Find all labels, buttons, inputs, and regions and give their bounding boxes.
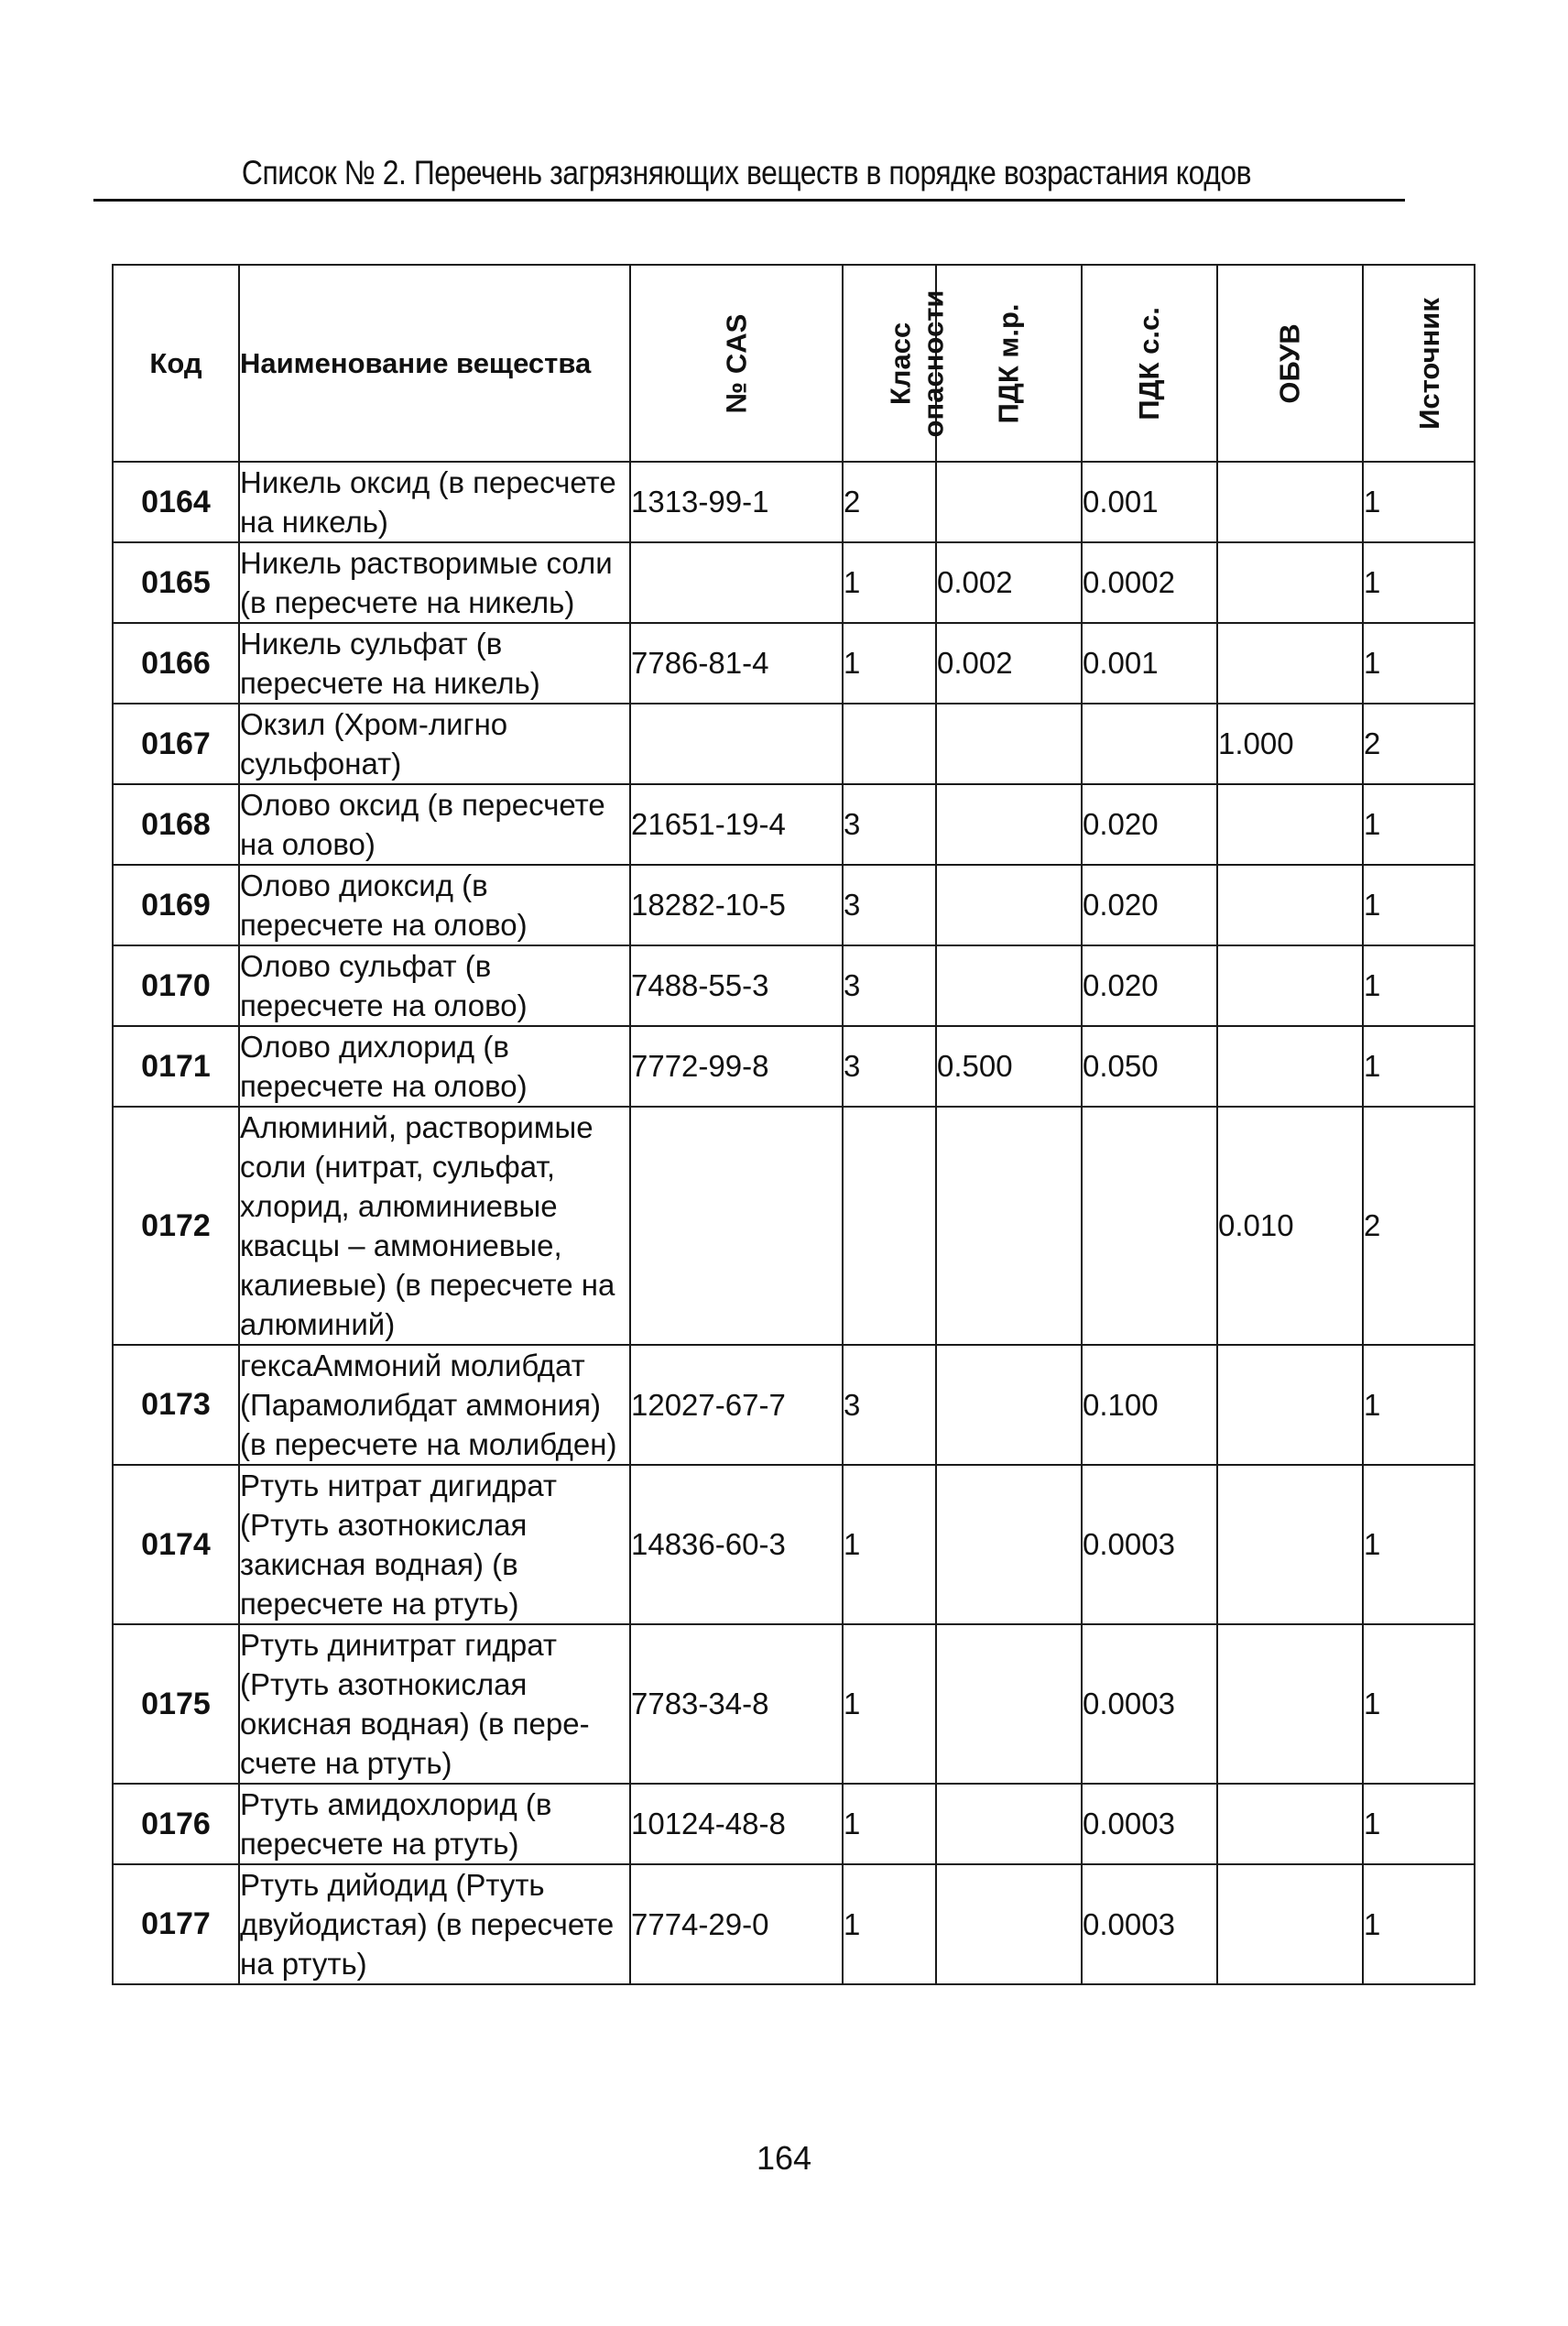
- cell-cas: [630, 1107, 843, 1345]
- cell-name: Никель растворимые соли (в пересчете на никель): [239, 542, 630, 623]
- cell-pdk-mr: [936, 1784, 1082, 1864]
- cell-pdk-ss: [1082, 704, 1217, 784]
- header-hazard-class-label: [884, 289, 950, 437]
- cell-obuv: [1217, 1784, 1363, 1864]
- cell-source: 1: [1363, 1624, 1475, 1784]
- header-obuv: [1217, 265, 1363, 462]
- cell-hazard-class: 3: [843, 1026, 936, 1107]
- header-hazard-class-line1: Класс: [884, 322, 917, 405]
- cell-name: Ртуть амидохлорид (в пересчете на ртуть): [239, 1784, 630, 1864]
- cell-name: Олово дихлорид (в пересчете на олово): [239, 1026, 630, 1107]
- cell-obuv: [1217, 1624, 1363, 1784]
- cell-pdk-mr: [936, 1624, 1082, 1784]
- cell-code: 0177: [113, 1864, 239, 1984]
- table-row: [113, 865, 1475, 945]
- cell-source: 2: [1363, 704, 1475, 784]
- table-row: [113, 623, 1475, 704]
- cell-source: 1: [1363, 1345, 1475, 1465]
- cell-obuv: [1217, 542, 1363, 623]
- cell-obuv: [1217, 1465, 1363, 1624]
- header-hazard-class-line2: опасности: [917, 289, 950, 437]
- table-row: [113, 1465, 1475, 1624]
- cell-obuv: [1217, 1864, 1363, 1984]
- cell-pdk-mr: [936, 462, 1082, 542]
- table-row: [113, 1784, 1475, 1864]
- table-row: [113, 542, 1475, 623]
- cell-pdk-mr: [936, 1465, 1082, 1624]
- table-row: [113, 1345, 1475, 1465]
- cell-pdk-mr: 0.002: [936, 623, 1082, 704]
- table-row: [113, 784, 1475, 865]
- cell-hazard-class: 3: [843, 945, 936, 1026]
- cell-pdk-ss: 0.001: [1082, 623, 1217, 704]
- cell-hazard-class: 1: [843, 623, 936, 704]
- table-row: [113, 1864, 1475, 1984]
- cell-hazard-class: 1: [843, 1864, 936, 1984]
- cell-pdk-ss: 0.0003: [1082, 1784, 1217, 1864]
- cell-pdk-mr: [936, 1864, 1082, 1984]
- page-title: Список № 2. Перечень загрязняющих веществ в порядке возрастания кодов: [241, 154, 1252, 191]
- cell-obuv: [1217, 1345, 1363, 1465]
- cell-pdk-ss: 0.0003: [1082, 1465, 1217, 1624]
- cell-pdk-ss: 0.020: [1082, 784, 1217, 865]
- title-underline: [93, 199, 1405, 202]
- table-row: [113, 1026, 1475, 1107]
- cell-cas: 18282-10-5: [630, 865, 843, 945]
- header-pdk-ss: [1082, 265, 1217, 462]
- cell-pdk-ss: [1082, 1107, 1217, 1345]
- cell-source: 1: [1363, 542, 1475, 623]
- cell-cas: 7488-55-3: [630, 945, 843, 1026]
- cell-name: Олово сульфат (в пересчете на олово): [239, 945, 630, 1026]
- table-row: [113, 1624, 1475, 1784]
- cell-pdk-ss: 0.020: [1082, 945, 1217, 1026]
- cell-code: 0166: [113, 623, 239, 704]
- cell-pdk-mr: [936, 1107, 1082, 1345]
- cell-obuv: [1217, 784, 1363, 865]
- cell-code: 0173: [113, 1345, 239, 1465]
- table-row: [113, 704, 1475, 784]
- cell-pdk-ss: 0.0003: [1082, 1864, 1217, 1984]
- cell-obuv: [1217, 462, 1363, 542]
- cell-code: 0172: [113, 1107, 239, 1345]
- cell-hazard-class: [843, 704, 936, 784]
- cell-pdk-ss: 0.0002: [1082, 542, 1217, 623]
- cell-source: 1: [1363, 945, 1475, 1026]
- header-cas: [630, 265, 843, 462]
- cell-hazard-class: 1: [843, 1465, 936, 1624]
- cell-name: Олово оксид (в пересчете на олово): [239, 784, 630, 865]
- header-obuv-label: ОБУВ: [1273, 322, 1306, 404]
- cell-cas: 7786-81-4: [630, 623, 843, 704]
- header-source-label: Источник: [1412, 297, 1445, 430]
- cell-hazard-class: 1: [843, 1784, 936, 1864]
- cell-name: гексаАммоний молибдат (Парамолибдат аммония) (в пересчете на молибден): [239, 1345, 630, 1465]
- pollutants-table: [112, 264, 1475, 1985]
- cell-cas: 10124-48-8: [630, 1784, 843, 1864]
- cell-hazard-class: 1: [843, 1624, 936, 1784]
- header-hazard-class: [843, 265, 950, 462]
- cell-cas: 12027-67-7: [630, 1345, 843, 1465]
- cell-cas: 7772-99-8: [630, 1026, 843, 1107]
- table-row: [113, 1107, 1475, 1345]
- cell-cas: [630, 542, 843, 623]
- cell-source: 1: [1363, 462, 1475, 542]
- cell-source: 1: [1363, 623, 1475, 704]
- cell-name: Алюминий, растворимые соли (нитрат, сульфат, хлорид, алюминиевые квасцы – аммониевые, калиевые) (в пересчете на алюминий): [239, 1107, 630, 1345]
- cell-hazard-class: 3: [843, 865, 936, 945]
- cell-name: Ртуть динитрат гидрат (Ртуть азотнокислая окисная водная) (в пере-счете на ртуть): [239, 1624, 630, 1784]
- cell-cas: [630, 704, 843, 784]
- cell-code: 0175: [113, 1624, 239, 1784]
- cell-code: 0169: [113, 865, 239, 945]
- cell-pdk-mr: [936, 1345, 1082, 1465]
- cell-pdk-ss: 0.100: [1082, 1345, 1217, 1465]
- cell-code: 0174: [113, 1465, 239, 1624]
- cell-name: Олово диоксид (в пересчете на олово): [239, 865, 630, 945]
- cell-code: 0168: [113, 784, 239, 865]
- cell-obuv: [1217, 623, 1363, 704]
- cell-pdk-mr: 0.002: [936, 542, 1082, 623]
- cell-obuv: [1217, 945, 1363, 1026]
- cell-name: Ртуть нитрат дигидрат (Ртуть азотнокислая закисная водная) (в пересчете на ртуть): [239, 1465, 630, 1624]
- cell-cas: 7774-29-0: [630, 1864, 843, 1984]
- cell-source: 1: [1363, 1465, 1475, 1624]
- cell-cas: 21651-19-4: [630, 784, 843, 865]
- cell-code: 0171: [113, 1026, 239, 1107]
- table-row: [113, 945, 1475, 1026]
- cell-code: 0167: [113, 704, 239, 784]
- cell-hazard-class: 3: [843, 784, 936, 865]
- cell-pdk-mr: 0.500: [936, 1026, 1082, 1107]
- header-pdk-ss-label: ПДК с.с.: [1132, 306, 1165, 420]
- cell-hazard-class: 1: [843, 542, 936, 623]
- cell-name: Никель сульфат (в пересчете на никель): [239, 623, 630, 704]
- cell-code: 0176: [113, 1784, 239, 1864]
- cell-obuv: 1.000: [1217, 704, 1363, 784]
- cell-hazard-class: [843, 1107, 936, 1345]
- cell-source: 2: [1363, 1107, 1475, 1345]
- cell-pdk-mr: [936, 704, 1082, 784]
- cell-name: Окзил (Хром-лигно сульфонат): [239, 704, 630, 784]
- cell-source: 1: [1363, 784, 1475, 865]
- cell-pdk-ss: 0.050: [1082, 1026, 1217, 1107]
- cell-code: 0170: [113, 945, 239, 1026]
- cell-pdk-ss: 0.0003: [1082, 1624, 1217, 1784]
- cell-hazard-class: 2: [843, 462, 936, 542]
- cell-pdk-ss: 0.020: [1082, 865, 1217, 945]
- page-number: 164: [756, 2139, 812, 2177]
- header-source: [1363, 265, 1475, 462]
- header-pdk-mr-label: ПДК м.р.: [992, 303, 1025, 423]
- cell-obuv: [1217, 865, 1363, 945]
- table-row: [113, 462, 1475, 542]
- cell-cas: 1313-99-1: [630, 462, 843, 542]
- cell-code: 0164: [113, 462, 239, 542]
- cell-source: 1: [1363, 1784, 1475, 1864]
- cell-pdk-mr: [936, 784, 1082, 865]
- cell-cas: 14836-60-3: [630, 1465, 843, 1624]
- cell-name: Ртуть дийодид (Ртуть двуйодистая) (в пересчете на ртуть): [239, 1864, 630, 1984]
- header-cas-label: № CAS: [720, 313, 752, 413]
- cell-obuv: [1217, 1026, 1363, 1107]
- table-header-row: [113, 265, 1475, 462]
- cell-pdk-mr: [936, 945, 1082, 1026]
- cell-source: 1: [1363, 1026, 1475, 1107]
- cell-hazard-class: 3: [843, 1345, 936, 1465]
- cell-source: 1: [1363, 865, 1475, 945]
- cell-pdk-mr: [936, 865, 1082, 945]
- cell-source: 1: [1363, 1864, 1475, 1984]
- cell-obuv: 0.010: [1217, 1107, 1363, 1345]
- header-name: Наименование вещества: [239, 265, 630, 462]
- cell-code: 0165: [113, 542, 239, 623]
- header-code: Код: [113, 265, 239, 462]
- cell-cas: 7783-34-8: [630, 1624, 843, 1784]
- cell-name: Никель оксид (в пересчете на никель): [239, 462, 630, 542]
- header-pdk-mr: [936, 265, 1082, 462]
- cell-pdk-ss: 0.001: [1082, 462, 1217, 542]
